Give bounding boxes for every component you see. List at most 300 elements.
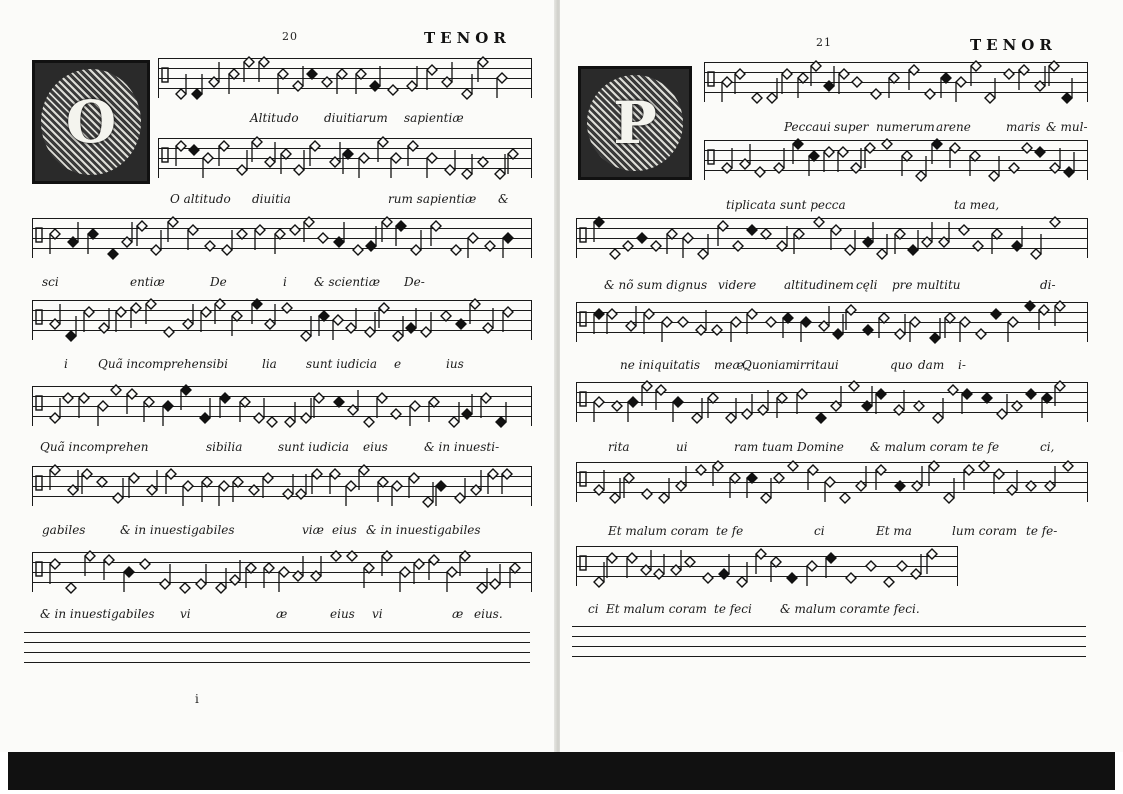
note-glyph [927, 549, 937, 574]
note-glyph [1004, 69, 1014, 79]
note-glyph [758, 390, 768, 415]
note-glyph [865, 143, 875, 168]
note-glyph [894, 390, 904, 415]
note-glyph [488, 469, 498, 494]
note-glyph [594, 309, 604, 334]
note-glyph [1062, 78, 1072, 103]
decorated-initial-right [578, 66, 692, 180]
note-glyph [409, 473, 419, 498]
note-glyph [249, 485, 259, 495]
note-glyph [278, 69, 288, 94]
note-glyph [656, 385, 666, 410]
note-glyph [719, 554, 729, 579]
note-glyph [359, 153, 369, 178]
note-glyph [683, 233, 693, 258]
lyric-syllable: te fe [716, 524, 744, 538]
note-glyph [939, 222, 949, 247]
initial-letter: O [65, 88, 117, 156]
note-glyph [252, 299, 262, 324]
staff-notation [33, 466, 531, 506]
note-glyph [127, 389, 137, 414]
note-glyph [902, 151, 912, 176]
lyric-syllable: & malum coram [780, 602, 879, 616]
note-glyph [782, 69, 792, 94]
note-glyph [259, 57, 269, 82]
note-glyph [116, 307, 126, 332]
note-glyph [382, 217, 392, 242]
note-glyph [322, 77, 332, 87]
note-glyph [124, 567, 134, 592]
note-glyph [673, 397, 683, 422]
note-glyph [131, 303, 141, 328]
note-glyph [626, 306, 636, 331]
note-glyph [427, 65, 437, 90]
lyric-syllable: i- [958, 358, 966, 372]
note-glyph [814, 217, 824, 227]
lyric-syllable: sibilia [206, 440, 243, 454]
note-glyph [642, 381, 652, 406]
lyric-syllable: rita [608, 440, 630, 454]
note-glyph [756, 549, 766, 574]
note-glyph [979, 461, 989, 471]
staff-notation [159, 58, 531, 98]
staff-notation [33, 300, 531, 340]
note-glyph [897, 561, 907, 571]
note-glyph [201, 307, 211, 332]
note-glyph [423, 482, 433, 507]
lyric-syllable: te feci [714, 602, 752, 616]
note-glyph [200, 398, 210, 423]
page-number-right: 21 [816, 36, 832, 49]
note-glyph [685, 557, 695, 567]
note-glyph [318, 233, 328, 243]
note-glyph [1035, 66, 1045, 91]
note-glyph [478, 57, 488, 82]
note-glyph [140, 559, 150, 569]
page-number-left: 20 [282, 30, 298, 43]
lyric-syllable: rum sapientiæ [388, 192, 477, 206]
note-glyph [816, 413, 826, 423]
staff-notation [33, 552, 531, 592]
note-glyph [912, 466, 922, 491]
note-glyph [111, 385, 121, 395]
note-glyph [948, 385, 958, 395]
note-glyph [866, 561, 876, 571]
note-glyph [50, 304, 60, 329]
lyric-syllable: dam [918, 358, 945, 372]
lyric-syllable: eius [363, 440, 388, 454]
lyric-syllable: te fe- [1026, 524, 1058, 538]
note-glyph [594, 470, 604, 495]
note-glyph [1035, 147, 1045, 157]
note-glyph [502, 469, 512, 494]
note-glyph [992, 229, 1002, 254]
lyric-syllable: sunt pecca [780, 198, 846, 212]
note-glyph [747, 473, 757, 498]
note-glyph [365, 312, 375, 337]
note-glyph [481, 393, 491, 418]
note-glyph [50, 465, 60, 490]
note-glyph [232, 311, 242, 336]
lyric-syllable: sunt iudicia [278, 440, 350, 454]
lyric-syllable: & scientiæ [314, 275, 380, 289]
lyric-syllable: Et ma [876, 524, 912, 538]
staff [158, 58, 532, 98]
lyric-syllable: diuitia [252, 192, 291, 206]
note-glyph [330, 469, 340, 494]
note-glyph [1007, 470, 1017, 495]
note-glyph [275, 229, 285, 254]
c-clef-icon [580, 392, 586, 406]
lyric-syllable: tiplicata [726, 198, 776, 212]
note-glyph [794, 229, 804, 254]
lyric-syllable: Altitudo [250, 111, 299, 125]
note-glyph [283, 474, 293, 499]
note-glyph [960, 317, 970, 342]
note-glyph [916, 156, 926, 181]
note-glyph [863, 325, 873, 335]
note-glyph [964, 465, 974, 490]
lyric-syllable: di- [1040, 278, 1056, 292]
note-glyph [85, 551, 95, 576]
note-glyph [771, 557, 781, 582]
note-glyph [838, 147, 848, 172]
note-glyph [82, 469, 92, 494]
note-glyph [914, 401, 924, 411]
note-glyph [624, 473, 634, 498]
note-glyph [607, 309, 617, 334]
note-glyph [862, 386, 872, 411]
note-glyph [607, 553, 617, 578]
note-glyph [654, 554, 664, 579]
lyric-syllable: diuitiarum [324, 111, 388, 125]
note-glyph [740, 144, 750, 169]
note-glyph [209, 62, 219, 87]
note-glyph [726, 398, 736, 423]
note-glyph [642, 489, 652, 499]
note-glyph [671, 550, 681, 575]
note-glyph [144, 397, 154, 422]
lyric-syllable: Et malum coram [608, 524, 709, 538]
note-glyph [708, 393, 718, 418]
lyric-syllable: numerum [876, 120, 935, 134]
note-glyph [421, 312, 431, 337]
note-glyph [879, 313, 889, 338]
note-glyph [1026, 481, 1036, 491]
c-clef-icon [580, 556, 586, 570]
note-glyph [929, 461, 939, 486]
staff [576, 382, 1088, 422]
empty-staff [572, 626, 1086, 666]
note-glyph [196, 564, 206, 589]
note-glyph [388, 85, 398, 95]
note-glyph [470, 299, 480, 324]
note-glyph [237, 229, 247, 239]
note-glyph [994, 469, 1004, 494]
staff [576, 302, 1088, 342]
note-glyph [181, 385, 191, 410]
note-glyph [495, 154, 505, 179]
note-glyph [334, 222, 344, 247]
note-glyph [722, 148, 732, 173]
staff-notation [577, 382, 1087, 422]
note-glyph [783, 313, 793, 338]
note-glyph [104, 555, 114, 580]
note-glyph [441, 311, 451, 321]
note-glyph [845, 230, 855, 255]
note-glyph [1055, 301, 1065, 326]
lyric-syllable: sci [42, 275, 59, 289]
lyric-syllable: & in inuestigabiles [40, 607, 155, 621]
c-clef-icon [36, 396, 42, 410]
note-glyph [922, 222, 932, 247]
note-glyph [129, 473, 139, 498]
note-glyph [1039, 305, 1049, 330]
note-glyph [447, 567, 457, 592]
note-glyph [774, 148, 784, 173]
note-glyph [293, 66, 303, 91]
note-glyph [377, 393, 387, 418]
c-clef-icon [580, 472, 586, 486]
note-glyph [68, 222, 78, 247]
lyric-syllable: sapientiæ [404, 111, 464, 125]
note-glyph [442, 62, 452, 87]
note-glyph [406, 308, 416, 333]
note-glyph [678, 317, 688, 327]
note-glyph [382, 551, 392, 576]
note-glyph [366, 226, 376, 251]
lyric-syllable: & in inuestigabiles [366, 523, 481, 537]
staff-notation [577, 462, 1087, 502]
note-glyph [766, 317, 776, 327]
lyric-syllable: super [834, 120, 869, 134]
note-glyph [503, 307, 513, 332]
note-glyph [839, 69, 849, 94]
note-glyph [1045, 466, 1055, 491]
note-glyph [819, 306, 829, 331]
note-glyph [478, 157, 488, 167]
note-glyph [451, 245, 461, 255]
note-glyph [334, 397, 344, 407]
note-glyph [876, 389, 886, 414]
lyric-syllable: æ [276, 607, 288, 621]
note-glyph [877, 234, 887, 259]
note-glyph [66, 316, 76, 341]
lyric-syllable: ui [676, 440, 688, 454]
lyric-syllable: O altitudo [170, 192, 231, 206]
note-glyph [840, 493, 850, 503]
note-glyph [468, 233, 478, 258]
note-glyph [846, 305, 856, 330]
note-glyph [337, 69, 347, 94]
note-glyph [774, 473, 784, 483]
note-glyph [151, 230, 161, 255]
note-glyph [240, 397, 250, 422]
lyric-syllable: ci [814, 524, 825, 538]
note-glyph [219, 141, 229, 166]
note-glyph [391, 153, 401, 178]
note-glyph [797, 389, 807, 414]
note-glyph [696, 310, 706, 335]
note-glyph [962, 389, 972, 414]
lyric-syllable: pre multitu [892, 278, 961, 292]
note-glyph [1055, 381, 1065, 406]
lyric-syllable: De- [404, 275, 425, 289]
scan-edge-shadow [8, 752, 1115, 790]
note-glyph [137, 221, 147, 246]
lyric-syllable: eius. [474, 607, 503, 621]
note-glyph [319, 311, 329, 336]
note-glyph [462, 74, 472, 99]
note-glyph [871, 89, 881, 99]
lyric-syllable: gabiles [42, 523, 86, 537]
note-glyph [930, 318, 940, 343]
note-glyph [244, 57, 254, 82]
staff [576, 218, 1088, 258]
note-glyph [460, 551, 470, 576]
voice-part-heading-left: TENOR [424, 29, 511, 47]
lyric-syllable: & in inuestigabiles [120, 523, 235, 537]
note-glyph [1042, 393, 1052, 418]
note-glyph [696, 465, 706, 475]
note-glyph [215, 299, 225, 324]
note-glyph [407, 66, 417, 91]
note-glyph [370, 66, 380, 91]
note-glyph [400, 567, 410, 592]
lyric-syllable: te feci. [878, 602, 920, 616]
note-glyph [50, 398, 60, 423]
note-glyph [176, 141, 186, 166]
note-glyph [230, 560, 240, 585]
note-glyph [733, 241, 743, 251]
note-glyph [612, 401, 622, 411]
note-glyph [884, 577, 894, 587]
note-glyph [180, 583, 190, 593]
note-glyph [788, 461, 798, 471]
note-glyph [279, 567, 289, 592]
note-glyph [1031, 234, 1041, 259]
note-glyph [304, 217, 314, 242]
lyric-syllable: ne iniquitatis [620, 358, 701, 372]
note-glyph [330, 142, 340, 167]
note-glyph [436, 481, 446, 506]
note-glyph [976, 329, 986, 339]
note-glyph [989, 156, 999, 181]
note-glyph [1012, 226, 1022, 251]
note-glyph [483, 308, 493, 333]
lyric-syllable: vi [180, 607, 191, 621]
staff [32, 218, 532, 258]
note-glyph [510, 563, 520, 588]
note-glyph [876, 465, 886, 490]
lyric-syllable: æ [452, 607, 464, 621]
note-glyph [265, 142, 275, 167]
note-glyph [1025, 301, 1035, 311]
note-glyph [301, 316, 311, 341]
c-clef-icon [162, 148, 168, 162]
note-glyph [146, 299, 156, 324]
note-glyph [941, 73, 951, 98]
note-glyph [730, 473, 740, 498]
note-glyph [88, 229, 98, 254]
note-glyph [991, 309, 1001, 319]
note-glyph [285, 402, 295, 427]
note-glyph [808, 465, 818, 490]
note-glyph [824, 147, 834, 172]
note-glyph [610, 249, 620, 259]
note-glyph [348, 390, 358, 415]
note-glyph [477, 568, 487, 593]
note-glyph [183, 304, 193, 329]
note-glyph [445, 150, 455, 175]
lyric-syllable: altitudinem [784, 278, 854, 292]
staff [576, 462, 1088, 502]
note-glyph [718, 221, 728, 246]
staff-notation [577, 218, 1087, 258]
note-glyph [164, 327, 174, 337]
note-glyph [98, 401, 108, 426]
lyric-syllable: De [210, 275, 227, 289]
note-glyph [252, 137, 262, 162]
lyric-syllable: & in inuesti- [424, 440, 500, 454]
note-glyph [331, 551, 341, 561]
decorated-initial-left [32, 60, 150, 184]
note-glyph [737, 562, 747, 587]
note-glyph [160, 564, 170, 589]
note-glyph [1049, 61, 1059, 86]
note-glyph [229, 69, 239, 94]
note-glyph [846, 573, 856, 583]
note-glyph [1063, 461, 1073, 471]
lyric-syllable: meæ, [714, 358, 748, 372]
staff [704, 62, 1088, 102]
note-glyph [414, 559, 424, 584]
lyric-syllable: sunt iudicia [306, 357, 378, 371]
note-glyph [863, 222, 873, 247]
c-clef-icon [708, 72, 714, 86]
note-glyph [811, 61, 821, 86]
note-glyph [263, 473, 273, 498]
lyric-syllable: eius [330, 607, 355, 621]
note-glyph [265, 304, 275, 329]
lyric-syllable: ta mea, [954, 198, 1000, 212]
lyric-syllable: ci [588, 602, 599, 616]
note-glyph [1026, 389, 1036, 399]
note-glyph [503, 233, 513, 258]
staff-notation [705, 140, 1087, 180]
note-glyph [462, 394, 472, 419]
note-glyph [882, 139, 892, 149]
note-glyph [610, 478, 620, 503]
note-glyph [787, 573, 797, 583]
note-glyph [296, 474, 306, 499]
note-glyph [84, 307, 94, 332]
note-glyph [392, 481, 402, 506]
note-glyph [219, 481, 229, 506]
note-glyph [396, 221, 406, 246]
note-glyph [662, 317, 672, 342]
note-glyph [183, 481, 193, 506]
c-clef-icon [36, 228, 42, 242]
note-glyph [637, 233, 647, 243]
note-glyph [202, 477, 212, 502]
note-glyph [205, 241, 215, 251]
note-glyph [777, 393, 787, 418]
note-glyph [833, 314, 843, 339]
note-glyph [68, 470, 78, 495]
note-glyph [294, 150, 304, 175]
note-glyph [97, 477, 107, 487]
